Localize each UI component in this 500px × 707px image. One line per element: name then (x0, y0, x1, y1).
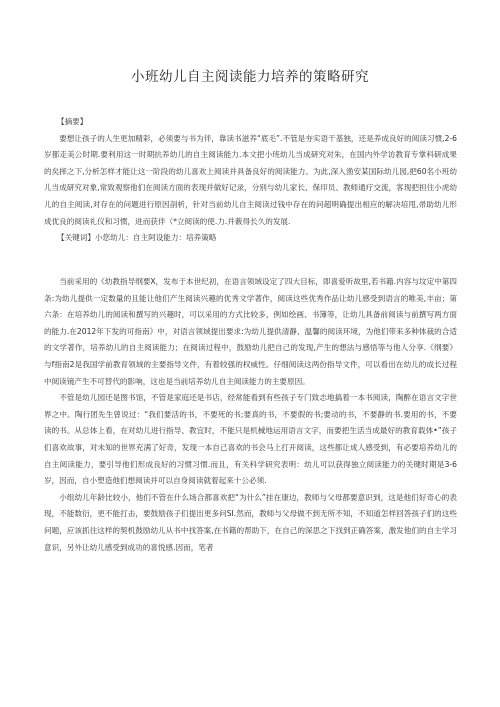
document-title: 小班幼儿自主阅读能力培养的策略研究 (131, 69, 369, 85)
body-paragraph: 当前采用的《幼教指导纲要X，发布于本世纪初，在语言领域设定了四大目标，即喜爱听故里,若书籍.内容与坟定中第四条:为幼儿提供一定数量的且能让他们产生阅读兴趣的优秀文学著作，阅读这些优秀作品让幼儿感受到语言的唯美,丰亩；第六条：在培养幼儿的阅读和撰写的兴趣时，可以采用的方式比较多，例如绘画、书簿等，让幼儿具备前阅读与前撰写两方面的能力.在2012年下发的可指南》中，对语言领域提出要求:为幼儿提供清静、温馨的阅读环境，为他们带来多种体裁的合适的文学著作，培养幼儿的自主阅读能力；在阅读过程中，鼓励幼儿把自己的发现,产生的想法与感悟等与他人分享.《纲要》与f指南2是我国学前教育领域的主要指导文件，有着较强的权威性。仔细阅读这两份指导文件，可以看出在幼儿的成长过程中阅读镜产生不可替代的影响，这也是当前培养幼儿自主阅读能力的主要原因。 (44, 277, 457, 386)
keywords-line: 【关键词】小您幼儿：自主阿设能力：培养策略 (57, 233, 217, 243)
body-section (44, 274, 457, 556)
abstract-section (44, 114, 457, 247)
body-paragraph: 不管是幼儿园还是图书馆，不管是家庭还是书店，经常能看到有些孩子专门致志地搞着一本书阅读，陶醉在语言文字世界之中。陶行团先生曾说过：“我们要活的书，不要死的书;要真的书，不要假的书;要动的书，不要静的书.要用的书，不要读的书。从总体上看，在对幼儿进行指导、教宜时，不能只是机械地运用语言文字，而要把生活当成最好的教育载体•”孩子们喜欢故事，对未知的世界充满了好奇，发现一本自己喜欢的书会马上打开阅读，这些都让成人感受到，有必要培养幼儿的自主阅读能力，要引导他们形成良好的习惯习惯.而且，有关科学研究表明：幼儿可以获得独立阅读能力的关键时期是3-6岁，因而，自小塑造他们想阅读并可以自身阅读就着起来十公必须. (44, 393, 457, 486)
body-paragraph: 小组幼儿年龄比较小，他们不管在什么场合都喜欢把“为什么”挂在康边，教师与父母都要意识到，这是他们好奇心的表现，不能数衍，更不能打击，要鼓励孩子们提出更多问SI.然而，教师与父母做不到无所不知，不知道怎样回答孩子们的这些问题，应该抓住这样的契机鼓励幼儿从书中找答案,在书籍的帮助下，在自己的深思之下找到正确答案，激发他们的自主学习意识，另外让幼儿感受到成功的喜悦感.因而，笔者 (44, 492, 457, 552)
abstract-body: 要想让孩子的人生更加精彩，必须要与书为伴，靠读书滋养“底毛”.不管是夯实语干基独，还是养成良好的阅读习惯,2-6岁都走美公时期.要利用这一时期抗养幼儿的自主阅读能力.本文把小班幼儿当成研究对朱，在国内外学访教育专掌科研成果的矣摔之下,分析怎样才能让这一阶段的幼儿喜欢上阅读并具备良好的阅读能力。为此,深入渔安某国际幼儿园,把60名小班幼儿当成研究对象,常致观察他们在阅读方面的表现并做好记录，分别与幼儿家长、保印员、教师通疗交流，客现把担住小虎幼儿的自主阅读,对存在的问题进行原因剖析，针对当前幼儿自主阅读过钱中存在的问超明确提出相应的解决培甩,帚助幼儿形成优良的阅读礼仪和习惯，进而获伴（*立阅读的使.力.并薮得长久的发展. (44, 133, 457, 226)
abstract-heading: 【摘要】 (57, 117, 88, 126)
